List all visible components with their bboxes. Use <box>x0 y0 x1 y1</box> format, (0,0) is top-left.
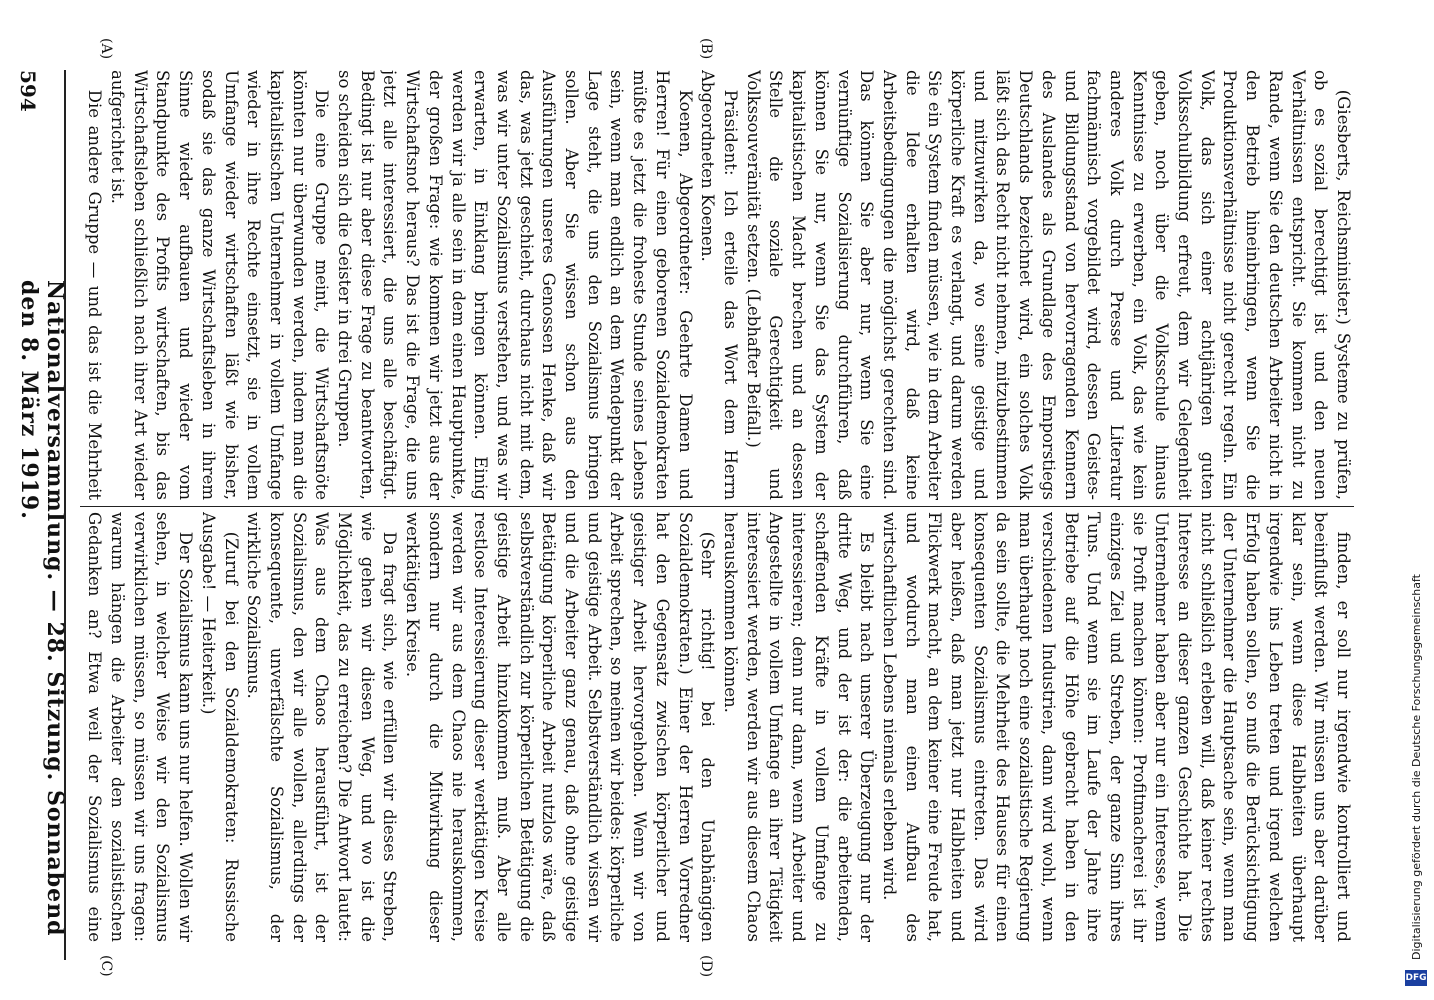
paragraph: Koenen, Abgeordneter: Geehrte Damen und Herren! Für einen geborenen Sozialdemokraten müßte es jetzt die froheste Stunde seines Lebens sein, wenn man endlich an dem Wendepunkt der Lage steht, die uns den Sozialismus bringen sollen. Aber Sie wissen schon aus den Ausführungen unseres Genossen Henke, daß wir das, was jetzt geschieht, durchaus nicht mit dem, was wir unter Sozialismus verstehen, und was wir erwarten, in Einklang bringen können. Einig werden wir ja alle sein in dem einen Hauptpunkte, der großen Frage: wie kommen wir jetzt aus der Wirtschaftsnot heraus? Das ist die Frage, die uns jetzt alle interessiert, die uns alle beschäftigt. Bedingt ist nur aber diese Frage zu beantworten, so scheiden sich die Geister in drei Gruppen. <box>335 70 695 500</box>
paragraph: Präsident: Ich erteile das Wort dem Herrn Abgeordneten Koenen. <box>698 70 741 500</box>
paragraph: Der Sozialismus kann uns nur helfen. Wollen wir sehen, in welcher Weise wir den Sozialismus verwirklichen müssen, so müssen wir uns fragen: warum hängen die Arbeiter den sozialistischen Gedanken an? Etwa weil der Sozialismus eine <box>85 512 196 942</box>
paragraph: (Sehr richtig! bei den Unabhängigen Sozialdemokraten.) Einer der Herren Vorredner hat den Gegensatz zwischen körperlicher und geistiger Arbeit hervorgehoben. Wenn wir von Arbeit sprechen, so meinen wir beides: körperliche und geistige Arbeit. Selbstverständlich wissen wir und die Arbeiter ganz genau, daß ohne geistige Betätigung körperliche Arbeit nutzlos wäre, daß selbstverständlich zur körperlichen Betätigung die geistige Arbeit hinzukommen muß. Aber alle restlose Interessierung dieser werktätigen Kreise werden wir aus dem Chaos nie herauskommen, sondern nur durch die Mitwirkung dieser werktätigen Kreise. <box>403 512 718 942</box>
page-number: 594 <box>16 70 40 112</box>
column-divider <box>80 506 1354 507</box>
paragraph: (Giesberts, Reichsminister.) Systeme zu prüfen, ob es sozial berechtigt ist und den neuen Verhältnissen entspricht. Sie kommen nicht zu Rande, wenn Sie den deutschen Arbeiter nicht in den Betrieb hineinbringen, wenn Sie die Produktionsverhältnisse nicht gerecht regeln. Ein Volk, das sich einer achtjährigen guten Volksschulbildung erfreut, dem wir Gelegenheit geben, noch über die Volksschule hinaus Kenntnisse zu erwerben, ein Volk, das wie kein anderes Volk durch Presse und Literatur fachmännisch vorgebildet wird, dessen Geistes- und Bildungsstand von hervorragenden Kennern des Auslandes als Grundlage des Emporstiegs Deutschlands bezeichnet wird, ein solches Volk läßt sich das Recht nicht nehmen, mitzubestimmen und mitzuwirken da, wo seine geistige und körperliche Kraft es verlangt, und darum werden Sie ein System finden müssen, wie in dem Arbeiter die Idee erhalten wird, daß keine Arbeitsbedingungen die möglichst gerechten sind. Das können Sie aber nur, wenn Sie eine vernünftige Sozialisierung durchführen, daß können Sie nur, wenn Sie das System der kapitalistischen Macht brechen und an dessen Stelle die soziale Gerechtigkeit und Volkssouveränität setzen. (Lebhafter Beifall.) <box>743 70 1353 500</box>
text-column-right <box>80 512 1354 942</box>
margin-mark-b: (B) <box>698 38 714 60</box>
margin-mark-a: (A) <box>98 38 114 60</box>
paragraph: Die eine Gruppe meint, die Wirtschaftsnöte könnten nur überwunden werden, indem man die kapitalistischen Unternehmer in vollem Umfange wieder in ihre Rechte einsetzt, sie in vollem Umfange wieder wirtschaften läßt wie bisher, sodaß sie das ganze Wirtschaftsleben in ihrem Sinne wieder aufbauen und wieder vom Standpunkte des Profits wirtschaften, bis das Wirtschaftsleben schließlich nach ihrer Art wieder aufgerichtet ist. <box>108 70 332 500</box>
paragraph: Es bleibt nach unserer Überzeugung nur der dritte Weg, und der ist der: die arbeitenden, schaffenden Kräfte in vollem Umfange zu interessieren; denn nur dann, wenn Arbeiter und Angestellte in vollem Umfange an ihrer Tätigkeit interessiert werden, werden wir aus diesem Chaos herauskommen können. <box>721 512 877 942</box>
digitization-note: Digitalisierung gefördert durch die Deutsche Forschungsgemeinschaft <box>1410 574 1423 960</box>
paragraph: finden, er soll nur irgendwie kontrolliert und beeinflußt werden. Wir müssen uns aber darüber klar sein, wenn diese Halbheiten überhaupt irgendwie ins Leben treten und irgend welchen Erfolg haben sollen, so muß die Berücksichtigung der Unternehmer die Hauptsache sein, wenn man nicht schließlich erleben will, daß keiner rechtes Interesse an dieser ganzen Geschichte hat. Die Unternehmer haben aber nur ein Interesse, wenn sie Profit machen können: Profitmacherei ist ihr einziges Ziel und Streben, der ganze Sinn ihres Tuns. Und wenn sie im Laufe der Jahre ihre Betriebe auf die Höhe gebracht haben in den verschiedenen Industrien, dann wird wohl, wenn man überhaupt noch eine sozialistische Regierung da sein sollte, die Mehrheit des Hauses für einen konsequenten Sozialismus eintreten. Das wird aber heißen, daß man jetzt nur Halbheiten und Flickwerk macht, an dem keiner eine Freude hat, und wodurch man einen Aufbau des wirtschaftlichen Lebens niemals erleben wird. <box>879 512 1353 942</box>
paragraph: (Zuruf bei den Sozialdemokraten: Russische Ausgabe! — Heiterkeit.) <box>198 512 241 942</box>
margin-mark-c: (C) <box>98 955 114 977</box>
paragraph: Da fragt sich, wie erfüllen wir dieses Streben, wie gehen wir diesen Weg, und wo ist die Möglichkeit, das zu erreichen? Die Antwort lautet: Was aus dem Chaos herausführt, ist der Sozialismus, den wir alle wollen, allerdings der konsequente, unverfälschte Sozialismus, der wirkliche Sozialismus. <box>244 512 400 942</box>
paragraph: Die andere Gruppe — und das ist die Mehrheit <box>85 89 105 500</box>
header-rule <box>64 70 66 960</box>
text-column-left <box>80 70 1354 500</box>
dfg-logo: DFG <box>1405 970 1427 986</box>
page-title: Nationalversammlung. — 28. Sitzung. Sonnabend den 8. März 1919. <box>16 280 68 937</box>
page-header <box>10 70 68 960</box>
margin-mark-d: (D) <box>698 955 714 978</box>
